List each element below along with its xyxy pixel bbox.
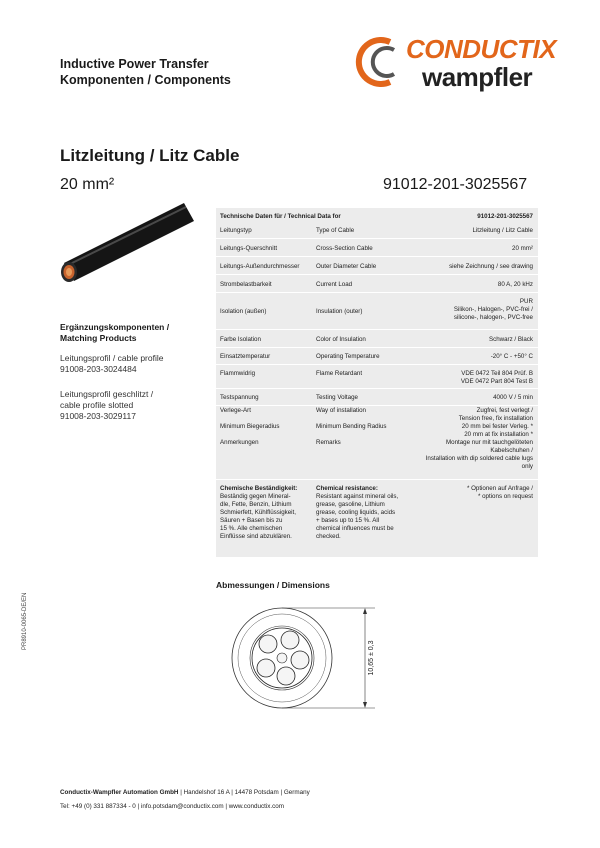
row-value: VDE 0472 Teil 804 Prüf. B VDE 0472 Part 804 Test B bbox=[460, 370, 533, 385]
matching-item bbox=[60, 389, 153, 422]
logo-sub: wampfler bbox=[422, 62, 533, 92]
product-title: Litzleitung / Litz Cable bbox=[60, 146, 240, 165]
row-label-en: Outer Diameter Cable bbox=[316, 263, 377, 270]
chemical-resistance-en bbox=[316, 485, 398, 541]
matching-item-number: 91008-203-3024484 bbox=[60, 364, 137, 374]
table-header-label: Technische Daten für / Technical Data for bbox=[220, 213, 341, 220]
row-label-en: Current Load bbox=[316, 281, 353, 288]
matching-item-label-2: cable profile slotted bbox=[60, 400, 134, 410]
chemical-text-en: Resistant against mineral oils, grease, gasoline, Lithium grease, cooling liquids, acids + bases up to 15 %. All chemical influences must be checked. bbox=[316, 493, 399, 540]
header-line-2: Komponenten / Components bbox=[60, 73, 231, 87]
row-label-de: Minimum Biegeradius bbox=[220, 423, 280, 430]
chemical-title-en: Chemical resistance: bbox=[316, 485, 378, 492]
row-value: Zugfrei, fest verlegt / Tension free, fix installation bbox=[458, 407, 533, 422]
row-label-de: Testspannung bbox=[220, 394, 259, 401]
logo-swoosh-icon bbox=[352, 32, 412, 92]
row-label-en: Insulation (outer) bbox=[316, 308, 363, 315]
row-label-de: Leitungs-Querschnitt bbox=[220, 245, 278, 252]
row-label-en: Minimum Bending Radius bbox=[316, 423, 387, 430]
row-value: 20 mm² bbox=[512, 245, 533, 252]
row-value: Litzleitung / Litz Cable bbox=[472, 227, 533, 234]
row-label-de: Flammwidrig bbox=[220, 370, 256, 377]
matching-products-title bbox=[60, 322, 169, 344]
row-label-en: Testing Voltage bbox=[316, 394, 358, 401]
matching-item bbox=[60, 353, 163, 375]
row-value: Schwarz / Black bbox=[488, 336, 533, 343]
row-label-de: Leitungstyp bbox=[220, 227, 252, 234]
chemical-title-de: Chemische Beständigkeit: bbox=[220, 485, 298, 492]
header-line-1: Inductive Power Transfer bbox=[60, 57, 209, 71]
row-value: 80 A, 20 kHz bbox=[497, 281, 533, 288]
row-label-en: Type of Cable bbox=[316, 227, 355, 234]
row-label-en: Cross-Section Cable bbox=[316, 245, 373, 252]
chemical-resistance-de bbox=[220, 485, 297, 541]
footer-address-text: | Handelshof 16 A | 14478 Potsdam | Germany bbox=[178, 789, 310, 796]
row-value: -20° C - +50° C bbox=[490, 353, 533, 360]
dimensions-title: Abmessungen / Dimensions bbox=[216, 580, 330, 590]
product-number: 91012-201-3025567 bbox=[383, 176, 528, 193]
document-header bbox=[60, 56, 231, 88]
technical-data-table bbox=[216, 208, 538, 557]
footer-contact: Tel: +49 (0) 331 887334 - 0 | info.potsdam@conductix.com | www.conductix.com bbox=[60, 803, 285, 810]
matching-item-number: 91008-203-3029117 bbox=[60, 411, 136, 421]
row-label-en: Color of Insulation bbox=[316, 336, 366, 343]
row-value: 4000 V / 5 min bbox=[493, 394, 533, 401]
matching-item-label: Leitungsprofil geschlitzt / bbox=[60, 389, 154, 399]
row-value: 20 mm bei fester Verleg. * 20 mm at fix installation * bbox=[461, 423, 533, 438]
row-label-de: Anmerkungen bbox=[220, 439, 259, 446]
product-size: 20 mm² bbox=[60, 176, 115, 193]
document-code: PR8910-0065-DE/EN bbox=[22, 592, 28, 650]
row-label-en: Operating Temperature bbox=[316, 353, 380, 360]
row-label-en: Remarks bbox=[316, 439, 341, 446]
chemical-text-de: Beständig gegen Mineral- dle, Fette, Benzin, Lithium Schmierfett, Kühlflüssigkeit, Säuren + Basen bis zu 15 %. Alle chemischen Einflüsse sind abzuklären. bbox=[220, 493, 296, 540]
footer-company: Conductix-Wampfler Automation GmbH bbox=[60, 789, 179, 796]
company-logo bbox=[352, 32, 557, 96]
table-header-value: 91012-201-3025567 bbox=[477, 213, 533, 220]
row-label-de: Isolation (außen) bbox=[220, 308, 267, 315]
row-label-de: Farbe Isolation bbox=[220, 336, 261, 343]
row-value: Montage nur mit tauchgelöteten Kabelschuhen / Installation with dip soldered cable lugs only bbox=[425, 439, 533, 470]
row-label-de: Verlege-Art bbox=[220, 407, 251, 414]
diameter-label: 10,65 ± 0,3 bbox=[368, 640, 375, 676]
row-label-de: Leitungs-Außendurchmesser bbox=[220, 263, 300, 270]
row-label-en: Way of installation bbox=[316, 407, 366, 414]
footer-address bbox=[60, 789, 310, 796]
logo-brand: CONDUCTIX bbox=[406, 34, 557, 64]
row-label-en: Flame Retardant bbox=[316, 370, 363, 377]
row-label-de: Einsatztemperatur bbox=[220, 353, 271, 360]
matching-title-line-2: Matching Products bbox=[60, 333, 137, 343]
matching-item-label: Leitungsprofil / cable profile bbox=[60, 353, 164, 363]
cable-photo bbox=[56, 195, 196, 285]
row-label-de: Strombelastbarkeit bbox=[220, 281, 272, 288]
options-note: * Optionen auf Anfrage / * options on request bbox=[466, 485, 533, 500]
cross-section-drawing bbox=[210, 596, 390, 716]
matching-title-line-1: Ergänzungskomponenten / bbox=[60, 322, 170, 332]
row-value: siehe Zeichnung / see drawing bbox=[449, 263, 533, 270]
row-value: PUR Silikon-, Halogen-, PVC-frei / silicone-, halogen-, PVC-free bbox=[453, 298, 533, 321]
